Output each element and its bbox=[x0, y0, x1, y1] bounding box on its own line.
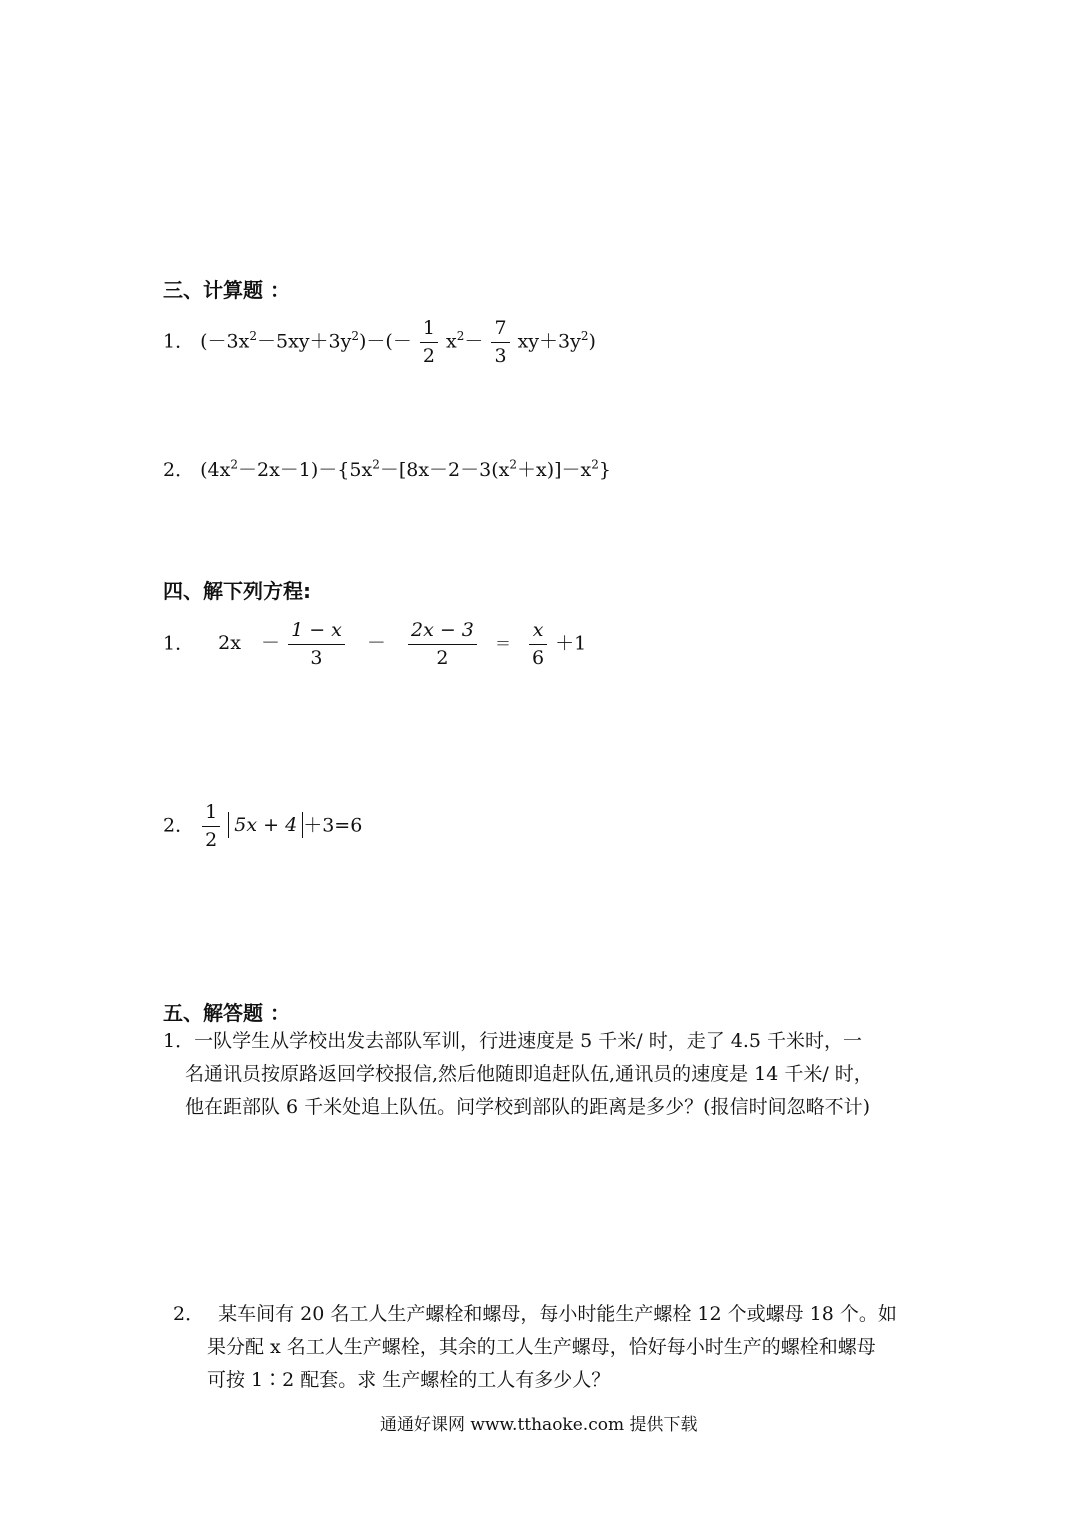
equation-1: 1． 2x － $\frac{1 - x}{3}$ － $\frac{2x - 3}{2}$ ＝ $\frac{x}{6}$ ＋1 bbox=[163, 619, 587, 669]
question-number: 1． bbox=[163, 330, 195, 353]
expr-part: ) bbox=[588, 330, 596, 353]
expr-part: －5xy＋3y bbox=[257, 330, 352, 353]
word-problem-1: 1．一队学生从学校出发去部队军训，行进速度是 5 千米/ 时，走了 4.5 千米时，一 名通讯员按原路返回学校报信,然后他随即追赶队伍,通讯员的速度是 14 千米/ 时， 他在距部队 6 千米处追上队伍。问学校到部队的距离是多少？(报信时间忽略不计) bbox=[163, 1030, 873, 1118]
section-4-heading: 四、解下列方程: bbox=[163, 579, 311, 603]
question-number: 1． bbox=[163, 1030, 195, 1052]
fraction: $\frac{2x - 3}{2}$ bbox=[408, 620, 477, 669]
fraction: $\frac{1}{2}$ bbox=[420, 318, 438, 367]
absolute-value: 5x + 4 bbox=[228, 812, 303, 838]
calc-question-2: 2． $(4x^2-2x-1)-\{5x^2-[8x-2-3(x^2+x)]-x^2\}$ bbox=[163, 457, 612, 481]
expr-part: )－(－ bbox=[359, 330, 412, 353]
footer-credit: 通通好课网 www.tthaoke.com 提供下载 bbox=[380, 1415, 698, 1435]
question-number: 2． bbox=[173, 1303, 205, 1325]
section-3-heading: 三、计算题 ： bbox=[163, 278, 290, 302]
expr-part: (－3x bbox=[200, 330, 250, 353]
word-problem-2: 2． 某车间有 20 名工人生产螺栓和螺母，每小时能生产螺栓 12 个或螺母 18 个。如 果分配 x 名工人生产螺栓，其余的工人生产螺母，恰好每小时生产的螺栓和螺母 可按 1∶2 配套。求 生产螺栓的工人有多少人？ bbox=[173, 1303, 897, 1391]
expr-part: x bbox=[446, 330, 457, 353]
calc-question-1: 1． $(-3x^2-5xy+3y^2)-(-$ $\frac{1}{2}$ $x^2-$ $\frac{7}{3}$ $xy+3y^2$) bbox=[163, 317, 596, 367]
section-5-heading: 五、解答题 ： bbox=[163, 1001, 290, 1025]
equation-2: 2． $\frac{1}{2}$ 5x + 4 ＋3=6 bbox=[163, 801, 363, 851]
question-number: 2． bbox=[163, 459, 195, 481]
fraction: $\frac{7}{3}$ bbox=[491, 318, 509, 367]
fraction: $\frac{1}{2}$ bbox=[202, 802, 220, 851]
fraction: $\frac{1 - x}{3}$ bbox=[288, 620, 345, 669]
question-number: 1． bbox=[163, 632, 195, 655]
fraction: $\frac{x}{6}$ bbox=[529, 620, 547, 669]
expr-part: － bbox=[464, 330, 484, 353]
expr-part: xy＋3y bbox=[517, 330, 581, 353]
question-number: 2． bbox=[163, 814, 195, 837]
